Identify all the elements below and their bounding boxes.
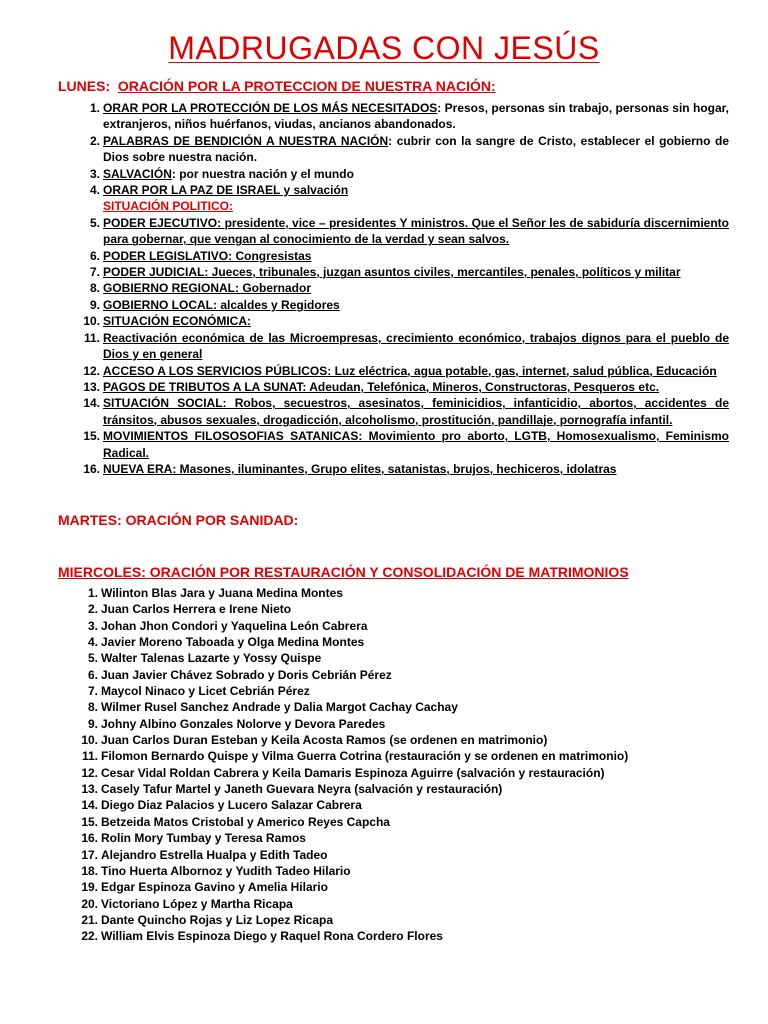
- section-heading-lunes: [58, 78, 496, 94]
- list-item: 1. ORAR POR LA PROTECCIÓN DE LOS MÁS NECESITADOS: Presos, personas sin trabajo, personas sin hogar, extranjeros, niños huérfanos, viudas, ancianos abandonados.: [89, 101, 729, 132]
- list-item: [81, 797, 741, 813]
- list-item-number: 2.: [87, 602, 98, 617]
- section-title-miercoles: MIERCOLES: ORACIÓN POR RESTAURACIÓN Y CONSOLIDACIÓN DE MATRIMONIOS: [58, 564, 629, 580]
- list-item-text: Johny Albino Gonzales Nolorve y Devora Paredes: [101, 716, 386, 731]
- list-item: [81, 912, 741, 928]
- list-item-number: 8.: [87, 700, 98, 715]
- list-item: 7. PODER JUDICIAL: Jueces, tribunales, juzgan asuntos civiles, mercantiles, penales, políticos y militar: [89, 265, 681, 280]
- list-item: [87, 601, 741, 617]
- document-title: MADRUGADAS CON JESÚS: [168, 30, 600, 66]
- list-item: [87, 650, 741, 666]
- list-item: [81, 928, 741, 944]
- list-item-text: Cesar Vidal Roldan Cabrera y Keila Damaris Espinoza Aguirre (salvación y restauración): [101, 765, 605, 780]
- list-item: [81, 781, 741, 797]
- list-item-text: Casely Tafur Martel y Janeth Guevara Neyra (salvación y restauración): [101, 782, 503, 797]
- list-item-number: 9.: [87, 716, 98, 731]
- list-item: [87, 716, 741, 732]
- list-item-text: Juan Carlos Herrera e Irene Nieto: [101, 602, 292, 617]
- list-item-number: 20.: [81, 896, 98, 911]
- list-item-number: 14.: [81, 798, 98, 813]
- list-item-number: 6.: [87, 667, 98, 682]
- list-item: 6. PODER LEGISLATIVO: Congresistas: [89, 248, 312, 263]
- list-item: 10. SITUACIÓN ECONÓMICA:: [83, 314, 251, 329]
- list-item-text: Diego Diaz Palacios y Lucero Salazar Cabrera: [101, 798, 362, 813]
- list-item-number: 4.: [87, 635, 98, 650]
- list-item: [87, 634, 741, 650]
- list-item-number: 3.: [87, 618, 98, 633]
- list-item-number: 21.: [81, 912, 98, 927]
- list-item: [87, 683, 741, 699]
- list-item: 8. GOBIERNO REGIONAL: Gobernador: [89, 281, 312, 296]
- list-item: 16. NUEVA ERA: Masones, iluminantes, Grupo elites, satanistas, brujos, hechiceros, idolatras: [83, 461, 617, 476]
- list-item-lead: ORAR POR LA PROTECCIÓN DE LOS MÁS NECESITADOS: [103, 101, 438, 115]
- list-item-text: Walter Talenas Lazarte y Yossy Quispe: [101, 651, 322, 666]
- list-item: 5. PODER EJECUTIVO: presidente, vice – presidentes Y ministros. Que el Señor les de sabiduría discernimiento para gobernar, que vengan al conocimiento de la verdad y sean salvos.: [89, 215, 729, 247]
- list-item-text: : por nuestra nación y el mundo: [171, 166, 354, 181]
- list-item-text: Wilmer Rusel Sanchez Andrade y Dalia Margot Cachay Cachay: [101, 700, 458, 715]
- list-item: [87, 618, 741, 634]
- list-item: [81, 896, 741, 912]
- list-item-text: Dante Quincho Rojas y Liz Lopez Ricapa: [101, 912, 334, 927]
- list-item-number: 16.: [81, 831, 98, 846]
- list-item-text: Johan Jhon Condori y Yaquelina León Cabrera: [101, 618, 368, 633]
- section-heading-miercoles: [58, 564, 629, 580]
- list-item-lead: ORAR POR LA PAZ DE ISRAEL y salvación: [103, 183, 349, 198]
- list-item-text: Filomon Bernardo Quispe y Vilma Guerra Cotrina (restauración y se ordenen en matrimonio): [101, 749, 629, 764]
- list-item-number: 7.: [87, 684, 98, 699]
- list-item: [81, 814, 741, 830]
- list-item-number: 15.: [81, 814, 98, 829]
- list-item: 12. ACCESO A LOS SERVICIOS PÚBLICOS: Luz eléctrica, agua potable, gas, internet, salud pública, Educación: [83, 363, 717, 378]
- list-item-number: 5.: [87, 651, 98, 666]
- list-item: 3. SALVACIÓN: por nuestra nación y el mundo: [89, 166, 354, 181]
- list-item: [81, 732, 741, 748]
- list-item-text: Edgar Espinoza Gavino y Amelia Hilario: [101, 880, 328, 895]
- list-item: [81, 765, 741, 781]
- section-title-lunes: ORACIÓN POR LA PROTECCION DE NUESTRA NACIÓN:: [117, 78, 496, 94]
- list-item: 15. MOVIMIENTOS FILOSOSOFIAS SATANICAS: Movimiento pro aborto, LGTB, Homosexualismo, Feminismo Radical.: [83, 429, 729, 460]
- list-item-lead: SALVACIÓN: [103, 166, 172, 181]
- list-item: 11. Reactivación económica de las Microempresas, crecimiento económico, trabajos dignos para el pueblo de Dios y en general: [83, 330, 729, 362]
- list-item: 2. PALABRAS DE BENDICIÓN A NUESTRA NACIÓN: cubrir con la sangre de Cristo, establecer el gobierno de Dios sobre nuestra nación.: [89, 133, 729, 165]
- list-item-number: 11.: [81, 749, 98, 764]
- miercoles-couples-list: [81, 585, 741, 945]
- list-item-text: Juan Javier Chávez Sobrado y Doris Cebrián Pérez: [101, 667, 392, 682]
- subsection-heading: SITUACIÓN POLITICO:: [103, 199, 233, 214]
- list-item-number: 19.: [81, 880, 98, 895]
- list-item: [81, 863, 741, 879]
- list-item: [81, 830, 741, 846]
- list-item-text: Betzeida Matos Cristobal y Americo Reyes Capcha: [101, 814, 390, 829]
- list-item-number: 13.: [81, 782, 98, 797]
- list-item-text: Maycol Ninaco y Licet Cebrián Pérez: [101, 684, 310, 699]
- list-item-lead: PALABRAS DE BENDICIÓN A NUESTRA NACIÓN: [103, 133, 389, 148]
- list-item: [81, 879, 741, 895]
- list-item-number: 1.: [87, 586, 98, 600]
- list-item-number: 10.: [81, 733, 98, 748]
- list-item-text: Alejandro Estrella Hualpa y Edith Tadeo: [101, 847, 328, 862]
- list-item: 14. SITUACIÓN SOCIAL: Robos, secuestros, asesinatos, feminicidios, infanticidio, abortos, accidentes de tránsitos, abusos sexuales, drogadicción, alcoholismo, prostitución, pandillaje, pornografía infantil.: [83, 396, 729, 427]
- list-item: [81, 748, 741, 764]
- list-item-text: Javier Moreno Taboada y Olga Medina Montes: [101, 635, 365, 650]
- list-item: [87, 667, 741, 683]
- list-item: [81, 847, 741, 863]
- list-item: [87, 585, 741, 601]
- list-item: 13. PAGOS DE TRIBUTOS A LA SUNAT: Adeudan, Telefónica, Mineros, Constructoras, Pesqueros etc.: [83, 379, 660, 394]
- list-item-text: Rolin Mory Tumbay y Teresa Ramos: [101, 831, 306, 846]
- list-item-number: 18.: [81, 863, 98, 878]
- list-item-text: Juan Carlos Duran Esteban y Keila Acosta Ramos (se ordenen en matrimonio): [101, 733, 548, 748]
- list-item: 4. ORAR POR LA PAZ DE ISRAEL y salvación: [89, 183, 349, 198]
- section-day-lunes: LUNES:: [58, 78, 111, 94]
- list-item: [87, 699, 741, 715]
- section-heading-martes: MARTES: ORACIÓN POR SANIDAD:: [58, 512, 299, 528]
- list-item: 9. GOBIERNO LOCAL: alcaldes y Regidores: [89, 297, 340, 312]
- list-item-text: : cubrir con la sangre de Cristo, establecer el gobierno de Dios sobre nuestra nación.: [103, 133, 729, 165]
- list-item-number: 12.: [81, 765, 98, 780]
- list-item-text: Victoriano López y Martha Ricapa: [101, 896, 293, 911]
- list-item-number: 17.: [81, 847, 98, 862]
- list-item-text: Tino Huerta Albornoz y Yudith Tadeo Hilario: [101, 863, 351, 878]
- lunes-prayer-list: [83, 100, 729, 477]
- list-item-number: 22.: [81, 929, 98, 944]
- list-item-text: William Elvis Espinoza Diego y Raquel Rona Cordero Flores: [101, 929, 443, 944]
- list-item-text: : Presos, personas sin trabajo, personas sin hogar, extranjeros, niños huérfanos, viudas, ancianos abandonados.: [103, 101, 729, 132]
- list-item-text: Wilinton Blas Jara y Juana Medina Montes: [101, 586, 343, 600]
